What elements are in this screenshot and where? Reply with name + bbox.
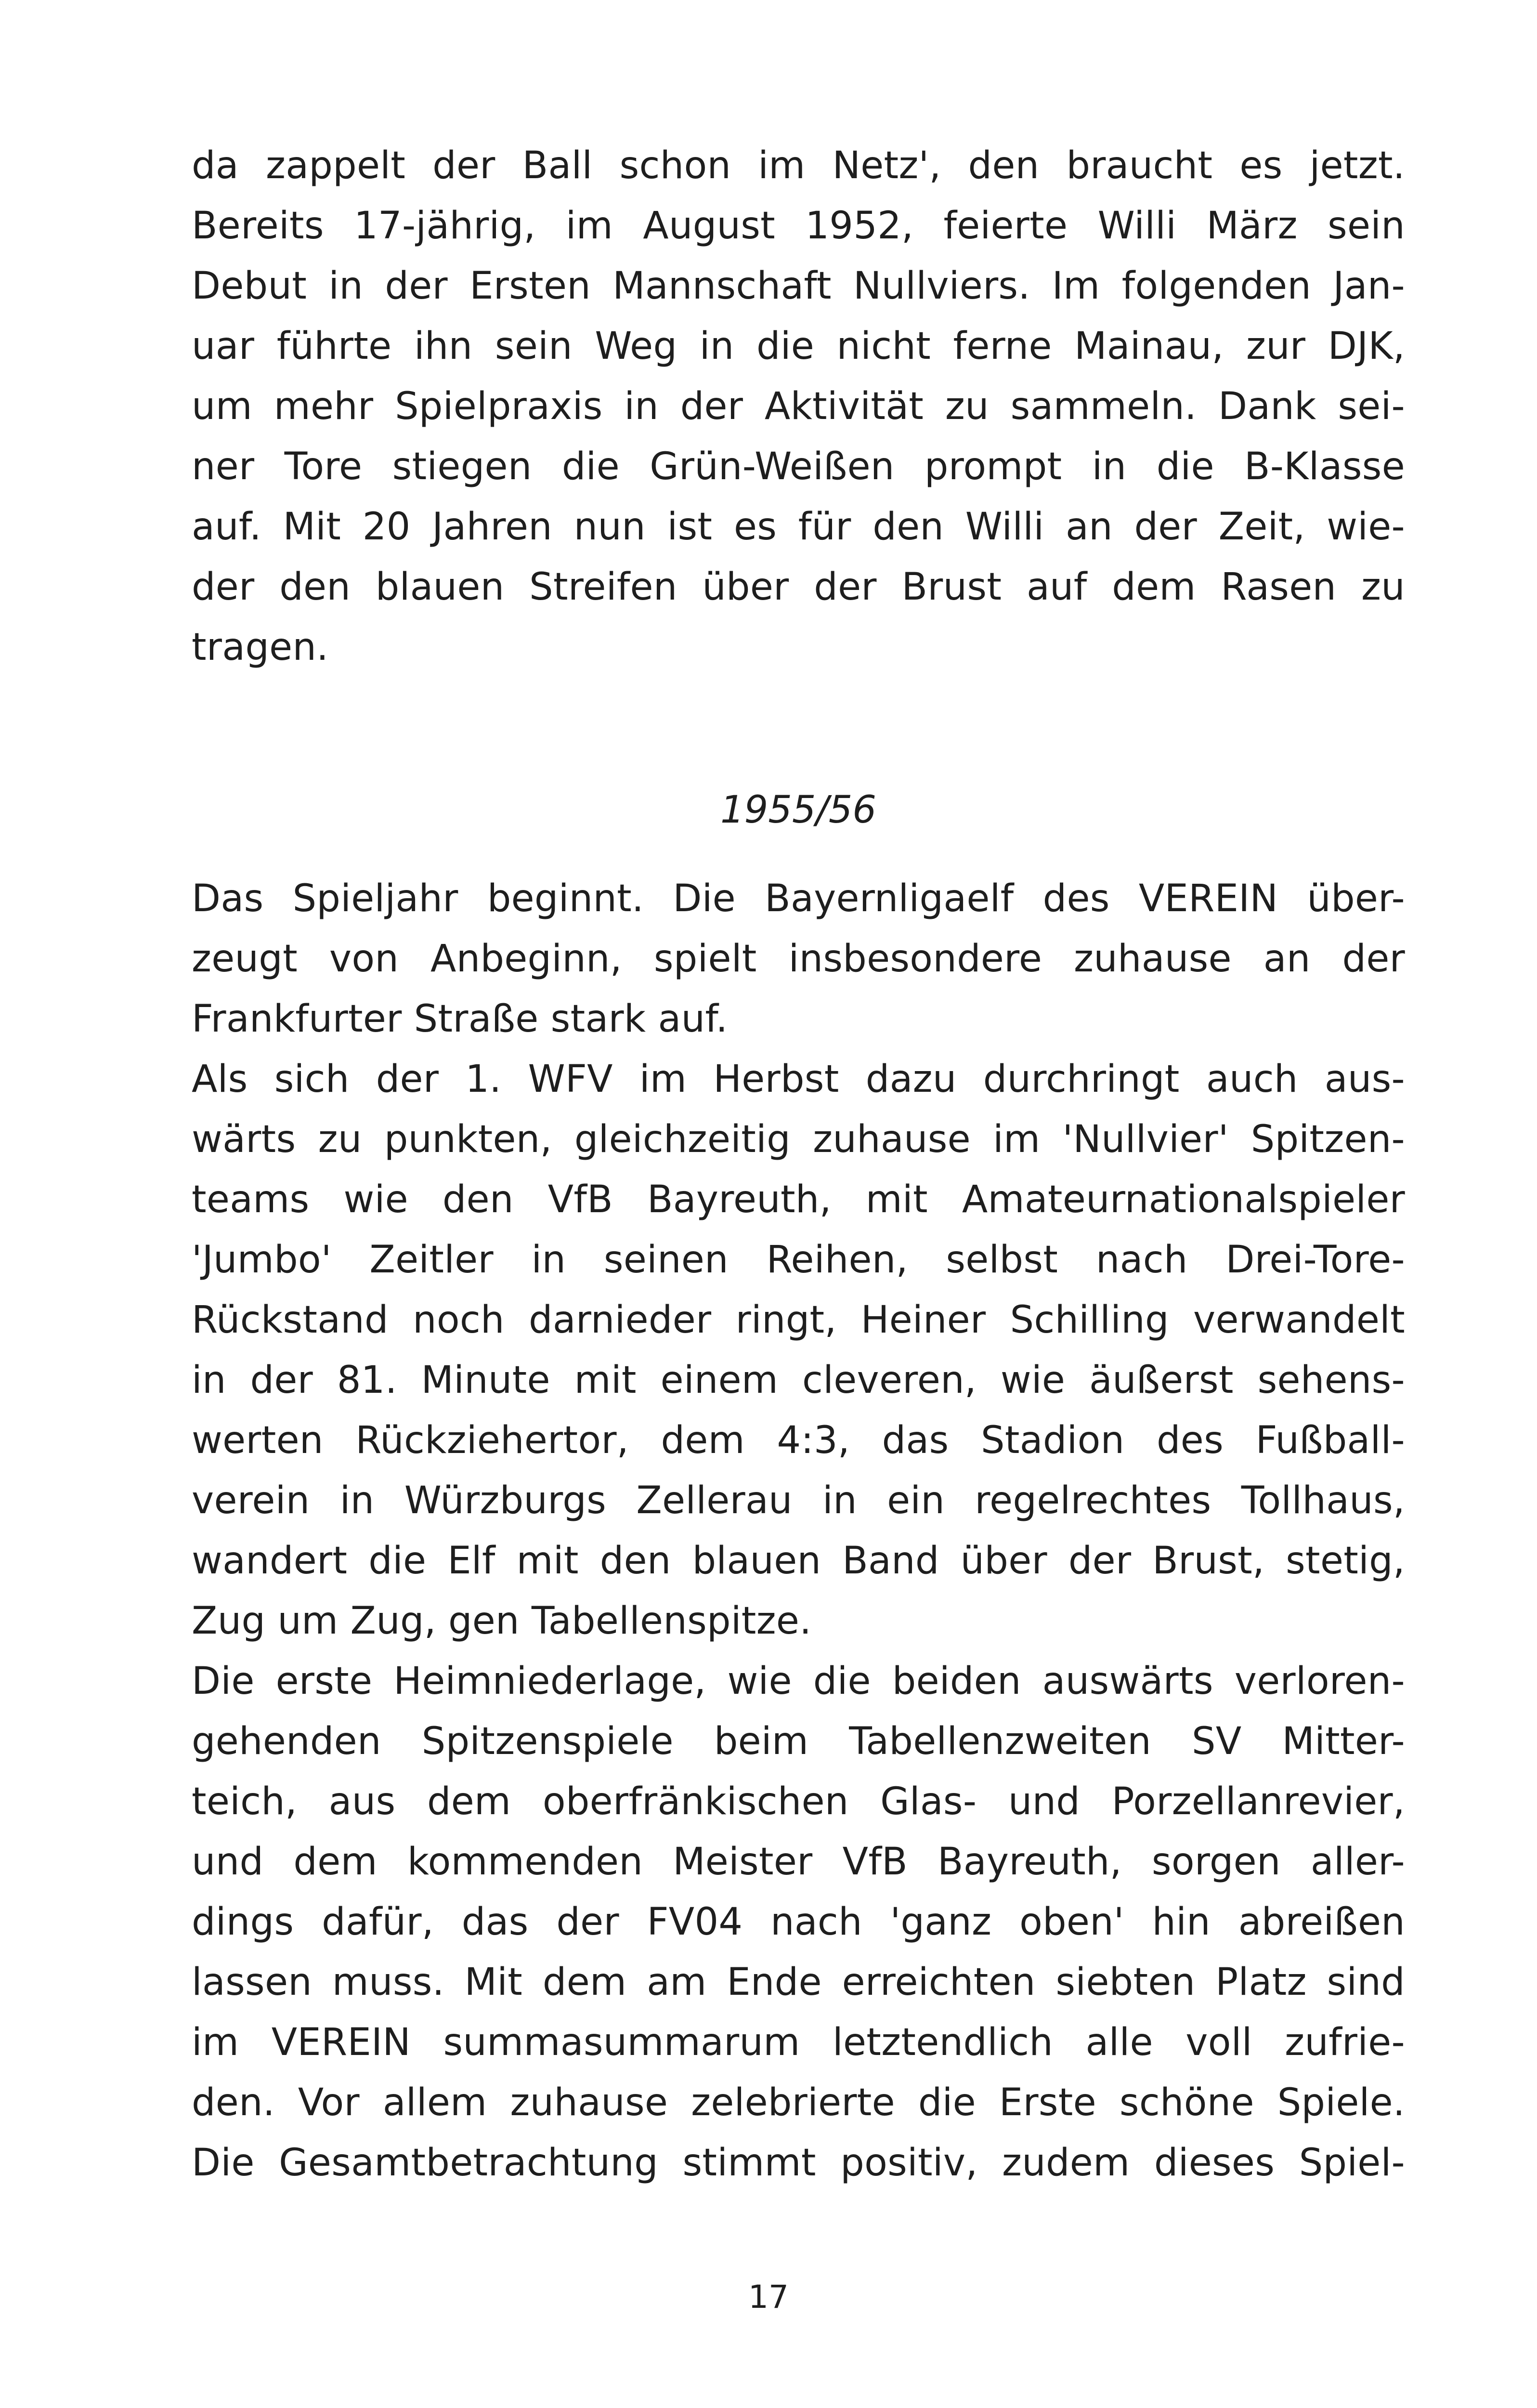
text-line: teams wie den VfB Bayreuth, mit Amateurnationalspieler bbox=[192, 1178, 1405, 1221]
section-paragraphs bbox=[192, 869, 1405, 2193]
text-line: Das Spieljahr beginnt. Die Bayernligaelf des VEREIN über- bbox=[192, 877, 1405, 920]
text-line: zeugt von Anbeginn, spielt insbesondere zuhause an der bbox=[192, 937, 1405, 981]
text-line: werten Rückziehertor, dem 4:3, das Stadion des Fußball- bbox=[192, 1419, 1405, 1462]
text-line: 'Jumbo' Zeitler in seinen Reihen, selbst nach Drei-Tore- bbox=[192, 1238, 1405, 1282]
text-line: der den blauen Streifen über der Brust auf dem Rasen zu bbox=[192, 565, 1405, 609]
text-line: lassen muss. Mit dem am Ende erreichten siebten Platz sind bbox=[192, 1961, 1405, 2004]
text-line: Zug um Zug, gen Tabellenspitze. bbox=[192, 1599, 812, 1643]
text-line: Als sich der 1. WFV im Herbst dazu durchringt auch aus- bbox=[192, 1058, 1405, 1101]
section-heading: 1955/56 bbox=[720, 788, 877, 832]
text-line: teich, aus dem oberfränkischen Glas- und Porzellanrevier, bbox=[192, 1780, 1405, 1823]
text-line: wärts zu punkten, gleichzeitig zuhause im 'Nullvier' Spitzen- bbox=[192, 1118, 1405, 1161]
text-line: im VEREIN summasummarum letztendlich alle voll zufrie- bbox=[192, 2021, 1405, 2064]
text-line: dings dafür, das der FV04 nach 'ganz oben' hin abreißen bbox=[192, 1900, 1405, 1944]
text-line: und dem kommenden Meister VfB Bayreuth, sorgen aller- bbox=[192, 1840, 1405, 1884]
text-line: wandert die Elf mit den blauen Band über der Brust, stetig, bbox=[192, 1539, 1405, 1583]
text-line: auf. Mit 20 Jahren nun ist es für den Willi an der Zeit, wie- bbox=[192, 505, 1405, 549]
text-line: Die Gesamtbetrachtung stimmt positiv, zudem dieses Spiel- bbox=[192, 2141, 1405, 2185]
text-line: in der 81. Minute mit einem cleveren, wie äußerst sehens- bbox=[192, 1359, 1405, 1402]
page-number: 17 bbox=[748, 2278, 789, 2316]
text-line: gehenden Spitzenspiele beim Tabellenzweiten SV Mitter- bbox=[192, 1720, 1405, 1763]
text-line: ner Tore stiegen die Grün-Weißen prompt in die B-Klasse bbox=[192, 445, 1405, 488]
intro-paragraph bbox=[192, 136, 1405, 678]
text-line: Die erste Heimniederlage, wie die beiden auswärts verloren- bbox=[192, 1660, 1405, 1703]
text-line: tragen. bbox=[192, 626, 329, 669]
text-line: um mehr Spielpraxis in der Aktivität zu sammeln. Dank sei- bbox=[192, 385, 1405, 428]
text-line: uar führte ihn sein Weg in die nicht ferne Mainau, zur DJK, bbox=[192, 325, 1405, 368]
text-line: Bereits 17-jährig, im August 1952, feierte Willi März sein bbox=[192, 204, 1405, 248]
text-line: da zappelt der Ball schon im Netz', den braucht es jetzt. bbox=[192, 144, 1405, 187]
text-line: den. Vor allem zuhause zelebrierte die Erste schöne Spiele. bbox=[192, 2081, 1405, 2124]
text-line: verein in Würzburgs Zellerau in ein regelrechtes Tollhaus, bbox=[192, 1479, 1405, 1522]
text-line: Frankfurter Straße stark auf. bbox=[192, 997, 728, 1041]
text-line: Debut in der Ersten Mannschaft Nullviers. Im folgenden Jan- bbox=[192, 264, 1405, 308]
text-line: Rückstand noch darnieder ringt, Heiner Schilling verwandelt bbox=[192, 1298, 1405, 1342]
